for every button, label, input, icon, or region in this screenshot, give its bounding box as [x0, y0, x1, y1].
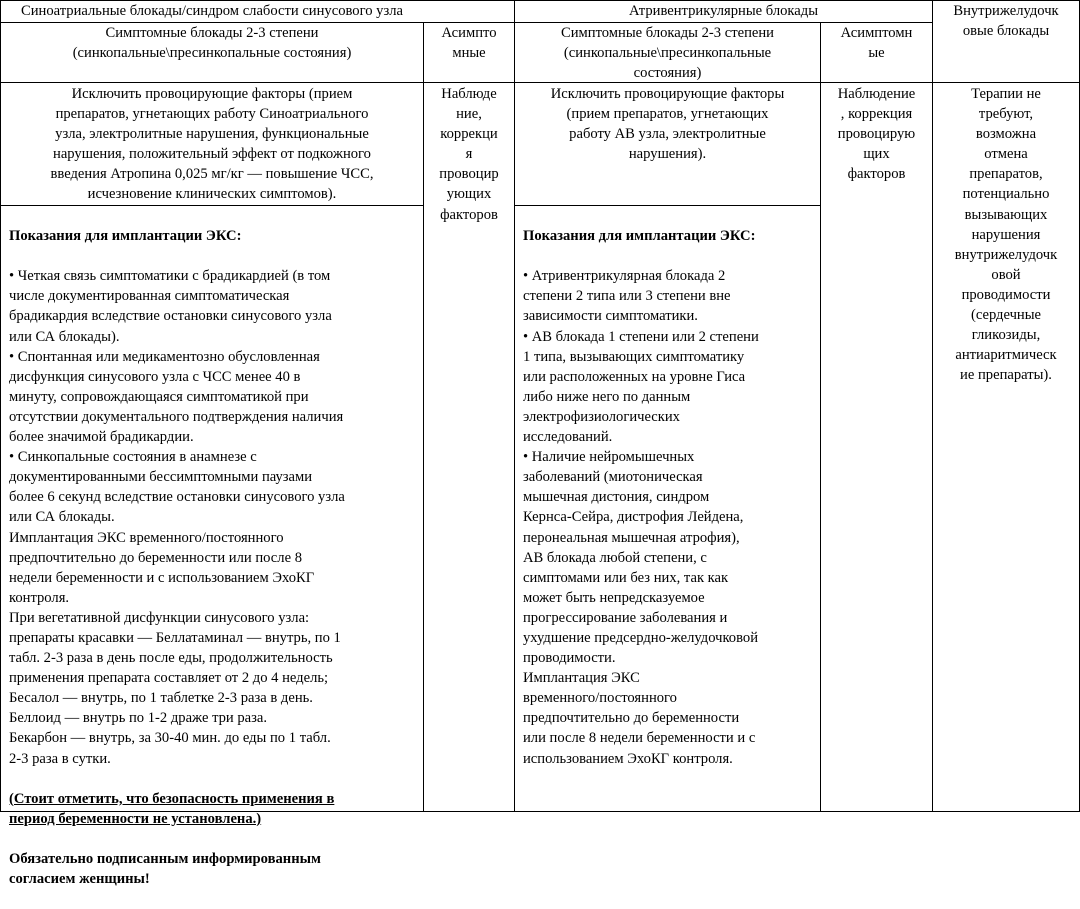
sa-asymptomatic-observation: Наблюде ние, коррекци я провоцир ующих факторов: [439, 86, 499, 223]
sa-consent-note: Обязательно подписанным информированным согласием женщины!: [9, 851, 321, 888]
subheader-av-symptomatic: Симптомные блокады 2-3 степени (синкопальные\пресинкопальные состояния): [561, 25, 774, 82]
sa-indications-title: Показания для имплантации ЭКС:: [9, 228, 242, 245]
sa-exclude-factors: Исключить провоцирующие факторы (прием препаратов, угнетающих работу Синоатриального узла, электролитные нарушения, функциональные нарушения, положительный эффект от подкожного введения Атропина 0,025 мг/кг — повышение ЧСС, исчезновение клинических симптомов).: [50, 86, 374, 203]
header-intraventricular: Внутрижелудочк овые блокады: [953, 3, 1059, 40]
subheader-sa-asymptomatic: Асимпто мные: [441, 25, 497, 62]
header-sinoatrial: Синоатриальные блокады/синдром слабости синусового узла: [21, 3, 403, 19]
av-indications-text: • Атривентрикулярная блокада 2 степени 2 типа или 3 степени вне зависимости симптоматики. • АВ блокада 1 степени или 2 степени 1 типа, вызывающих симптоматику или расположенных на уровне Гиса либо ниже него по данным электрофизиологических исследований. • Наличие нейромышечных заболеваний (миотоническая мышечная дистония, синдром Кернса-Сейра, дистрофия Лейдена, перонеальная мышечная атрофия), АВ блокада любой степени, с симптомами или без них, так как может быть непредсказуемое прогрессирование заболевания и ухудшение предсердно-желудочковой проводимости. Имплантация ЭКС временного/постоянного предпочтительно до беременности или после 8 недели беременности и с использованием ЭхоКГ контроля.: [523, 268, 759, 767]
av-exclude-factors: Исключить провоцирующие факторы (прием препаратов, угнетающих работу АВ узла, электролитные нарушения).: [550, 86, 785, 163]
subheader-av-asymptomatic: Асимптомн ые: [840, 25, 913, 62]
header-atrioventricular: Атривентрикулярные блокады: [628, 3, 819, 19]
av-indications-title: Показания для имплантации ЭКС:: [523, 228, 756, 245]
av-asymptomatic-observation: Наблюдение , коррекция провоцирую щих факторов: [837, 86, 916, 183]
subheader-sa-symptomatic: Симптомные блокады 2-3 степени (синкопальные\пресинкопальные состояния): [72, 25, 352, 62]
sa-indications-text: • Четкая связь симптоматики с брадикардией (в том числе документированная симптоматическая брадикардия вследствие остановки синусового узла или СА блокады). • Спонтанная или медикаментозно обусловленная дисфункция синусового узла с ЧСС менее 40 в минуту, сопровождающаяся симптоматикой при отсутствии документального подтверждения наличия более значимой брадикардии. • Синкопальные состояния в анамнезе с документированными бессимптомными паузами более 6 секунд вследствие остановки синусового узла или СА блокады. Имплантация ЭКС временного/постоянного предпочтительно до беременности или после 8 недели беременности и с использованием ЭхоКГ контроля. При вегетативной дисфункции синусового узла: препараты красавки — Беллатаминал — внутрь, по 1 табл. 2-3 раза в день после еды, продолжительность применения препарата составляет от 2 до 4 недель; Бесалол — внутрь, по 1 таблетке 2-3 раза в день. Беллоид — внутрь по 1-2 драже три раза. Бекарбон — внутрь, за 30-40 мин. до еды по 1 табл. 2-3 раза в сутки.: [9, 268, 345, 767]
sa-indications: [9, 206, 421, 909]
intraventricular-therapy: Терапии не требуют, возможна отмена препаратов, потенциально вызывающих нарушения внутрижелудочк овой проводимости (сердечные гликозиды, антиаритмическ ие препараты).: [954, 86, 1058, 384]
av-indications: [523, 206, 818, 789]
sa-safety-warning: (Стоит отметить, что безопасность применения в период беременности не установлена.): [9, 790, 335, 827]
